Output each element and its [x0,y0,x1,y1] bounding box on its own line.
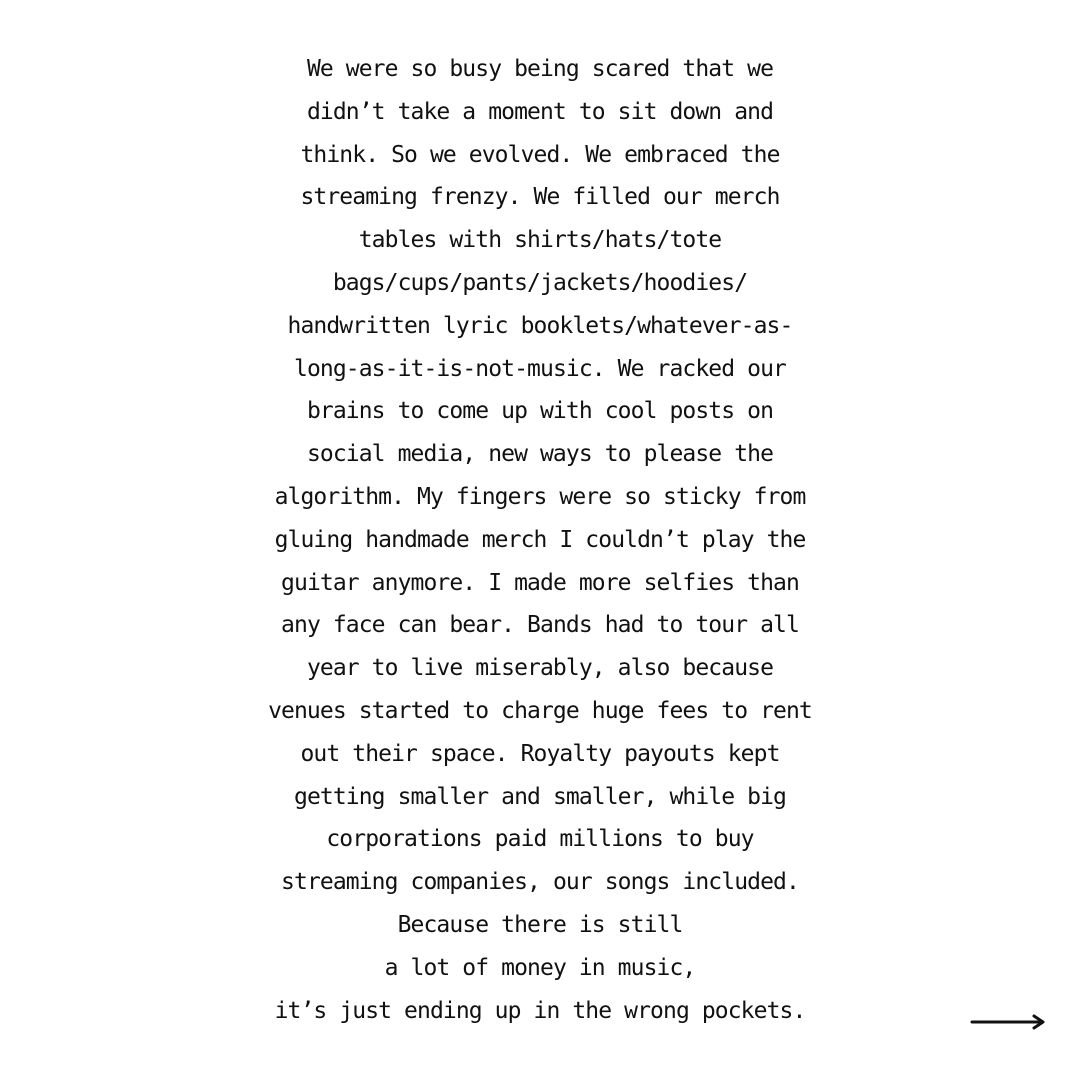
text-line: didn’t take a moment to sit down and [306,98,774,125]
text-line: out their space. Royalty payouts kept [300,740,780,767]
text-line: guitar anymore. I made more selfies than [281,569,799,596]
text-line: gluing handmade merch I couldn’t play the [274,526,806,553]
text-line: social media, new ways to please the [306,441,774,468]
text-line: long-as-it-is-not-music. We racked our [294,355,786,382]
text-line: venues started to charge huge fees to rent [268,697,812,724]
text-line: a lot of money in music, [384,954,696,981]
text-line: Because there is still [397,911,683,938]
body-text [180,48,900,1032]
text-line: year to live miserably, also because [306,655,774,682]
text-line: any face can bear. Bands had to tour all [281,612,799,639]
text-line: streaming frenzy. We filled our merch [300,184,780,211]
text-line: getting smaller and smaller, while big [294,783,786,810]
text-line: algorithm. My fingers were so sticky from [274,483,806,510]
text-line: tables with shirts/hats/tote [358,227,722,254]
text-line: handwritten lyric booklets/whatever-as- [287,312,793,339]
text-line: brains to come up with cool posts on [306,398,774,425]
text-line: it’s just ending up in the wrong pockets. [274,997,806,1024]
text-line: streaming companies, our songs included. [281,869,799,896]
text-line: bags/cups/pants/jackets/hoodies/ [332,269,748,296]
text-line: corporations paid millions to buy [326,826,754,853]
right-arrow-icon[interactable] [970,1012,1046,1032]
text-line: We were so busy being scared that we [306,56,774,82]
text-line: think. So we evolved. We embraced the [300,141,780,168]
